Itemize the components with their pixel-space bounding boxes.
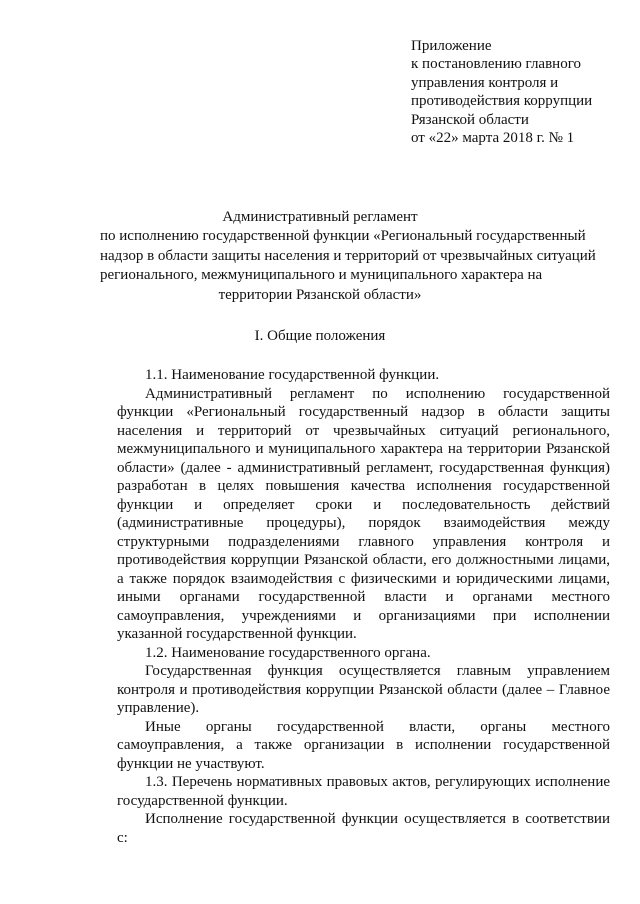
appendix-line: Приложение <box>411 38 492 54</box>
appendix-note <box>411 37 631 147</box>
document-title <box>100 208 596 305</box>
subsection-heading: 1.3. Перечень нормативных правовых актов, регулирующих исполнение государственной функции. <box>117 774 610 809</box>
appendix-line: управления контроля и <box>411 74 559 91</box>
appendix-line: Рязанской области <box>411 111 529 128</box>
body-paragraph: Исполнение государственной функции осуществляется в соответствии с: <box>117 811 610 846</box>
title-line: регионального, межмуниципального и муниципального характера на <box>100 267 543 284</box>
title-line: по исполнению государственной функции «Региональный государственный <box>100 228 586 245</box>
title-line: Административный регламент <box>222 209 418 225</box>
subsection-heading: 1.1. Наименование государственной функции. <box>145 367 440 383</box>
title-line: надзор в области защиты населения и территорий от чрезвычайных ситуаций <box>100 247 596 264</box>
subsection-heading: 1.2. Наименование государственного органа. <box>145 644 431 661</box>
appendix-line: к постановлению главного <box>411 56 581 73</box>
title-line: территории Рязанской области» <box>218 286 422 303</box>
document-body <box>117 366 610 847</box>
appendix-line: противодействия коррупции <box>411 93 593 110</box>
appendix-line: от «22» марта 2018 г. № 1 <box>411 130 575 147</box>
body-paragraph: Административный регламент по исполнению государственной функции «Региональный государственный надзор в области защиты населения и территорий от чрезвычайных ситуаций регионального, межмуниципального и муниципального характера на территории Рязанской области» (далее - административный регламент, государственная функция) разработан в целях повышения качества исполнения государственной функции и определяет сроки и последовательность действий (административные процедуры), порядок взаимодействия между структурными подразделениями главного управления контроля и противодействия коррупции Рязанской области, его должностными лицами, а также порядок взаимодействия с физическими и юридическими лицами, иными органами государственной власти и органами местного самоуправления, учреждениями и организациями при исполнении указанной государственной функции. <box>117 385 610 642</box>
section-heading: I. Общие положения <box>254 328 386 344</box>
body-paragraph: Государственная функция осуществляется главным управлением контроля и противодействия коррупции Рязанской области (далее – Главное управление). <box>117 663 610 716</box>
body-paragraph: Иные органы государственной власти, органы местного самоуправления, а также организации в исполнении государственной функции не участвуют. <box>117 718 610 772</box>
